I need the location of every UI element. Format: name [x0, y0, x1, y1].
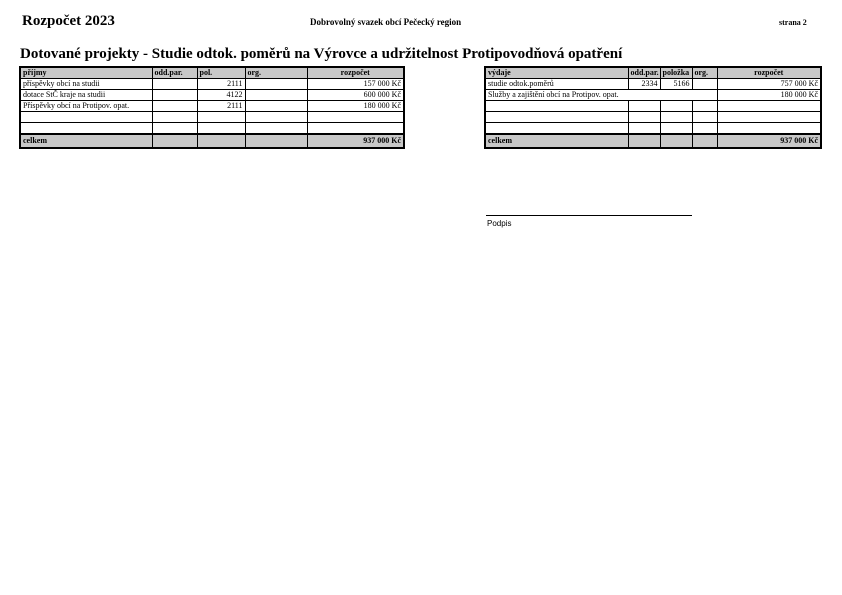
- expense-col-pol: položka: [660, 67, 692, 79]
- row-amount: 757 000 Kč: [717, 79, 821, 90]
- table-row-empty: [485, 112, 821, 123]
- expense-col-org: org.: [692, 67, 717, 79]
- income-col-name: příjmy: [20, 67, 152, 79]
- table-row-empty: [485, 123, 821, 135]
- expense-table: [484, 66, 822, 149]
- row-org: [692, 79, 717, 90]
- row-odd: [152, 79, 197, 90]
- expense-total-label: celkem: [485, 134, 628, 148]
- table-row: [485, 79, 821, 90]
- row-pol: 5166: [660, 79, 692, 90]
- table-row: [485, 90, 821, 101]
- expense-col-odd: odd.par.: [628, 67, 660, 79]
- budget-year-heading: Rozpočet 2023: [22, 13, 115, 29]
- expense-total-amount: 937 000 Kč: [717, 134, 821, 148]
- table-row-empty: [20, 123, 404, 135]
- income-col-org: org.: [245, 67, 307, 79]
- row-pol: 2111: [197, 79, 245, 90]
- row-odd: [152, 101, 197, 112]
- expense-header-row: [485, 67, 821, 79]
- income-total-row: [20, 134, 404, 148]
- expense-total-row: [485, 134, 821, 148]
- row-amount: 180 000 Kč: [307, 101, 404, 112]
- signature-label: Podpis: [487, 219, 512, 228]
- row-org: [245, 90, 307, 101]
- row-name: studie odtok.poměrů: [485, 79, 628, 90]
- row-amount: 600 000 Kč: [307, 90, 404, 101]
- expense-col-budget: rozpočet: [717, 67, 821, 79]
- page-number: strana 2: [779, 18, 807, 27]
- row-name: příspěvky obcí na studii: [20, 79, 152, 90]
- organization-name: Dobrovolný svazek obcí Pečecký region: [310, 17, 462, 27]
- signature-line: [486, 215, 692, 216]
- income-col-pol: pol.: [197, 67, 245, 79]
- row-odd: 2334: [628, 79, 660, 90]
- row-name: dotace StČ kraje na studii: [20, 90, 152, 101]
- income-header-row: [20, 67, 404, 79]
- row-pol: 2111: [197, 101, 245, 112]
- table-row: [20, 90, 404, 101]
- income-col-odd: odd.par.: [152, 67, 197, 79]
- income-total-label: celkem: [20, 134, 152, 148]
- row-org: [245, 79, 307, 90]
- table-row: [20, 79, 404, 90]
- income-total-amount: 937 000 Kč: [307, 134, 404, 148]
- income-table: [19, 66, 405, 149]
- table-row-empty: [485, 101, 821, 112]
- row-name: Služby a zajištění obcí na Protipov. opat.: [485, 90, 717, 101]
- row-amount: 157 000 Kč: [307, 79, 404, 90]
- row-odd: [152, 90, 197, 101]
- row-org: [245, 101, 307, 112]
- expense-col-name: výdaje: [485, 67, 628, 79]
- row-pol: 4122: [197, 90, 245, 101]
- row-name: Příspěvky obcí na Protipov. opat.: [20, 101, 152, 112]
- row-amount: 180 000 Kč: [717, 90, 821, 101]
- income-col-budget: rozpočet: [307, 67, 404, 79]
- table-row: [20, 101, 404, 112]
- page-title: Dotované projekty - Studie odtok. poměrů na Výrovce a udržitelnost Protipovodňová opatření: [20, 46, 623, 62]
- table-row-empty: [20, 112, 404, 123]
